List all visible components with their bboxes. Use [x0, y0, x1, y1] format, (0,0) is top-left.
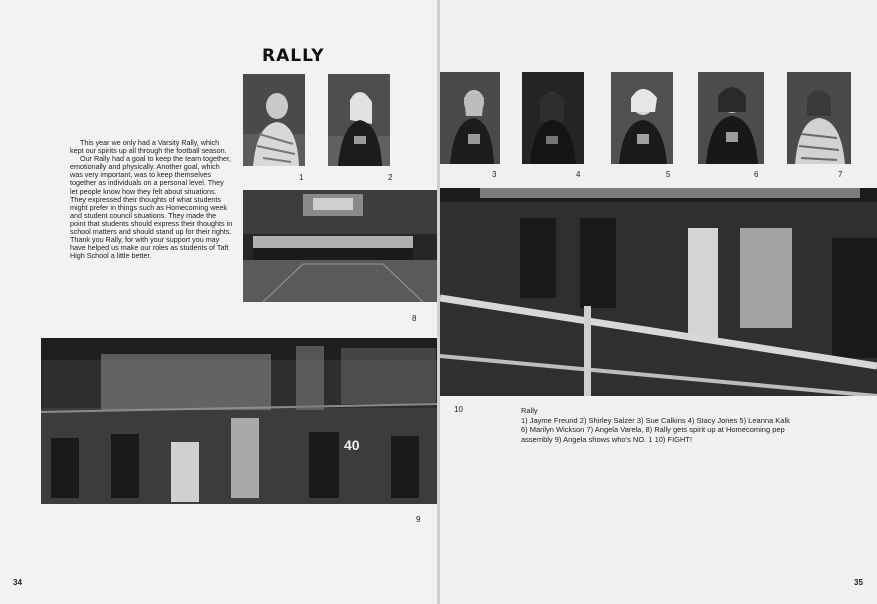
- portrait-photo-2: [328, 74, 390, 166]
- caption-heading: Rally: [521, 406, 538, 415]
- photo-number-4: 4: [576, 170, 581, 179]
- photo-caption: [521, 406, 791, 444]
- portrait-photo-7: [787, 72, 851, 164]
- photo-number-7: 7: [838, 170, 843, 179]
- photo-number-2: 2: [388, 173, 393, 182]
- football-field-photo: [41, 338, 439, 504]
- left-page: [0, 0, 437, 604]
- photo-number-1: 1: [299, 173, 304, 182]
- right-page: [440, 0, 877, 604]
- photo-number-6: 6: [754, 170, 759, 179]
- page-number-left: 34: [13, 578, 22, 587]
- article-paragraph-2: Our Rally had a goal to keep the team together, emotionally and physically. Another goal, which was very important, was to keep themselves together as individuals on a personal level. They let people know how they felt about situations. They expressed their thoughts of what students might prefer in things such as Homecoming week and student council situations. They made the point that students should express their thoughts in school matters and should stand up for their rights. Thank you Rally, for with your support you may have helped us make our roles as students of Taft High School a little better.: [70, 154, 233, 261]
- article-text: [70, 139, 233, 260]
- photo-number-10: 10: [454, 405, 463, 414]
- photo-number-5: 5: [666, 170, 671, 179]
- page-title: RALLY: [262, 46, 325, 66]
- page-number-right: 35: [854, 578, 863, 587]
- portrait-photo-6: [698, 72, 764, 164]
- photo-number-3: 3: [492, 170, 497, 179]
- article-paragraph-1: This year we only had a Varsity Rally, which kept our spirits up all through the football season.: [70, 138, 227, 156]
- photo-number-9: 9: [416, 515, 421, 524]
- jersey-number: 40: [344, 437, 360, 453]
- fight-cheer-photo: [440, 188, 877, 396]
- portrait-photo-4: [522, 72, 584, 164]
- portrait-photo-5: [611, 72, 673, 164]
- caption-text: 1) Jayme Freund 2) Shirley Salzer 3) Sue Calkins 4) Stacy Jones 5) Leanna Kalk 6) Marilyn Wickson 7) Angela Varela, 8) Rally gets spirit up at Homecoming pep assembly 9) Angela shows who's NO. 1 10) FIGHT!: [521, 415, 790, 444]
- pep-assembly-photo: [243, 190, 439, 302]
- photo-number-8: 8: [412, 314, 417, 323]
- portrait-photo-3: [440, 72, 500, 164]
- portrait-photo-1: [243, 74, 305, 166]
